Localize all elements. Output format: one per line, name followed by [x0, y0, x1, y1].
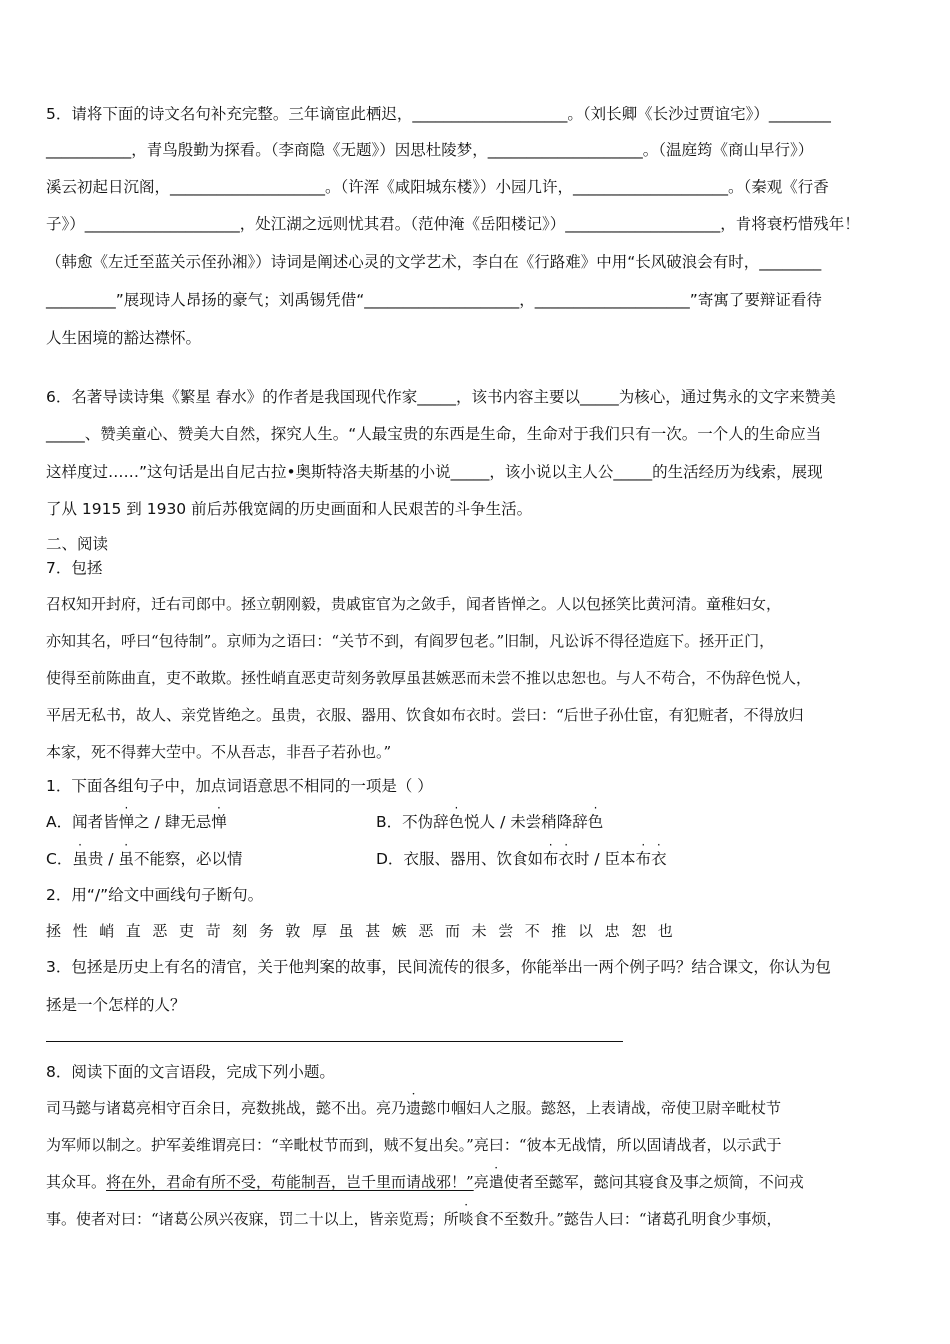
- q5-line-5: （韩愈《左迁至蓝关示侄孙湘》）诗词是阐述心灵的文学艺术，李白在《行路难》中用“长风破浪会有时，________: [46, 253, 822, 271]
- option-c[interactable]: C．虽贵 / 虽不能察，必以情: [46, 850, 243, 868]
- dotted-char: 色: [448, 813, 465, 831]
- dotted-char: 衣: [558, 850, 574, 868]
- option-b-label: B．: [376, 813, 403, 831]
- section-heading: 二、阅读: [46, 535, 109, 553]
- q6-line-3: 这样度过……”这句话是出自尼古拉•奥斯特洛夫斯基的小说_____，该小说以主人公_____的生活经历为线索，展现: [46, 463, 823, 481]
- q8-title: 8．阅读下面的文言语段，完成下列小题。: [46, 1063, 335, 1081]
- option-a[interactable]: A．闻者皆惮之 / 肆无忌惮: [46, 813, 227, 831]
- dotted-char: 色: [587, 813, 604, 831]
- dotted-char: 啖: [458, 1210, 474, 1228]
- q7-passage-line-4: 平居无私书，故人、亲党皆绝之。虽贵，衣服、器用、饮食如布衣时。尝曰：“后世子孙仕宦，有犯赃者，不得放归: [46, 706, 804, 724]
- q5-line-4: 子》）____________________，处江湖之远则忧其君。（范仲淹《岳阳楼记》）____________________，肯将衰朽惜残年！: [46, 215, 860, 233]
- dotted-char: 虽: [118, 850, 134, 868]
- q7-sub3-line-1: 3．包拯是历史上有名的清官，关于他判案的故事，民间流传的很多，你能举出一两个例子吗？结合课文，你认为包: [46, 958, 831, 976]
- q7-passage-line-5: 本家，死不得葬大茔中。不从吾志，非吾子若孙也。”: [46, 743, 392, 761]
- q5-line-2: ___________，青鸟殷勤为探看。（李商隐《无题》）因思杜陵梦，____________________。（温庭筠《商山早行》）: [46, 141, 814, 159]
- q7-sub1-question: 1．下面各组句子中，加点词语意思不相同的一项是（ ）: [46, 777, 433, 795]
- q8-passage-line-4: 事。使者对曰：“诸葛公夙兴夜寐，罚二十以上，皆亲览焉；所啖食不至数升。”懿告人曰：“诸葛孔明食少事烦，: [46, 1210, 782, 1228]
- underlined-sentence: 将在外，君命有所不受，苟能制吾，岂千里而请战邪！”: [106, 1173, 474, 1191]
- q5-line-7: 人生困境的豁达襟怀。: [46, 329, 202, 347]
- option-d-label: D．: [376, 850, 404, 868]
- q7-passage-line-2: 亦知其名，呼曰“包待制”。京师为之语曰：“关节不到，有阎罗包老。”旧制，凡讼诉不得径造庭下。拯开正门，: [46, 632, 775, 650]
- q7-passage-line-1: 召权知开封府，迁右司郎中。拯立朝刚毅，贵戚宦官为之敛手，闻者皆惮之。人以包拯笑比黄河清。童稚妇女，: [46, 595, 782, 613]
- dotted-char: 遣: [488, 1173, 504, 1191]
- q8-passage-line-2: 为军师以制之。护军姜维谓亮曰：“辛毗杖节而到，贼不复出矣。”亮曰：“彼本无战情，所以固请战者，以示武于: [46, 1136, 782, 1154]
- answer-line[interactable]: [46, 1041, 623, 1042]
- q7-passage-line-3: 使得至前陈曲直，吏不敢欺。拯性峭直恶吏苛刻务敦厚虽甚嫉恶而未尝不推以忠恕也。与人不苟合，不伪辞色悦人，: [46, 669, 812, 687]
- q5-line-1: 5．请将下面的诗文名句补充完整。三年谪宦此栖迟，____________________。（刘长卿《长沙过贾谊宅》）________: [46, 105, 831, 123]
- dotted-char: 衣: [651, 850, 667, 868]
- option-c-label: C．: [46, 850, 73, 868]
- dotted-char: 遗: [406, 1099, 422, 1117]
- q7-sub2-question: 2．用“/”给文中画线句子断句。: [46, 886, 264, 904]
- q5-line-3: 溪云初起日沉阁，____________________。（许浑《咸阳城东楼》）小园几许，____________________。（秦观《行香: [46, 178, 829, 196]
- q6-line-1: 6．名著导读诗集《繁星 春水》的作者是我国现代作家_____，该书内容主要以_____为核心，通过隽永的文字来赞美: [46, 388, 836, 406]
- option-d[interactable]: D．衣服、器用、饮食如布衣时 / 臣本布衣: [376, 850, 667, 868]
- dotted-char: 虽: [72, 850, 88, 868]
- q7-sentence-to-punctuate[interactable]: 拯性峭直恶吏苛刻务敦厚虽甚嫉恶而未尝不推以忠恕也: [46, 922, 685, 940]
- dotted-char: 布: [635, 850, 652, 868]
- option-b[interactable]: B．不伪辞色悦人 / 未尝稍降辞色: [376, 813, 604, 831]
- q6-line-2: _____、赞美童心、赞美大自然，探究人生。“人最宝贵的东西是生命，生命对于我们只有一次。一个人的生命应当: [46, 425, 822, 443]
- q5-line-6: _________”展现诗人昂扬的豪气；刘禹锡凭借“____________________，____________________”寄寓了要辩证看待: [46, 291, 822, 309]
- q7-title: 7．包拯: [46, 559, 103, 577]
- dotted-char: 布: [542, 850, 559, 868]
- q8-passage-line-3: 其众耳。将在外，君命有所不受，苟能制吾，岂千里而请战邪！”亮遣使者至懿军，懿问其寝食及事之烦简，不问戎: [46, 1173, 804, 1191]
- q7-sub3-line-2: 拯是一个怎样的人？: [46, 996, 186, 1014]
- dotted-char: 惮: [211, 813, 227, 831]
- option-a-label: A．: [46, 813, 73, 831]
- q6-line-4: 了从 1915 到 1930 前后苏俄宽阔的历史画面和人民艰苦的斗争生活。: [46, 500, 533, 518]
- dotted-char: 惮: [118, 813, 135, 831]
- q8-passage-line-1: 司马懿与诸葛亮相守百余日，亮数挑战，懿不出。亮乃遗懿巾帼妇人之服。懿怒，上表请战，帝使卫尉辛毗杖节: [46, 1099, 782, 1117]
